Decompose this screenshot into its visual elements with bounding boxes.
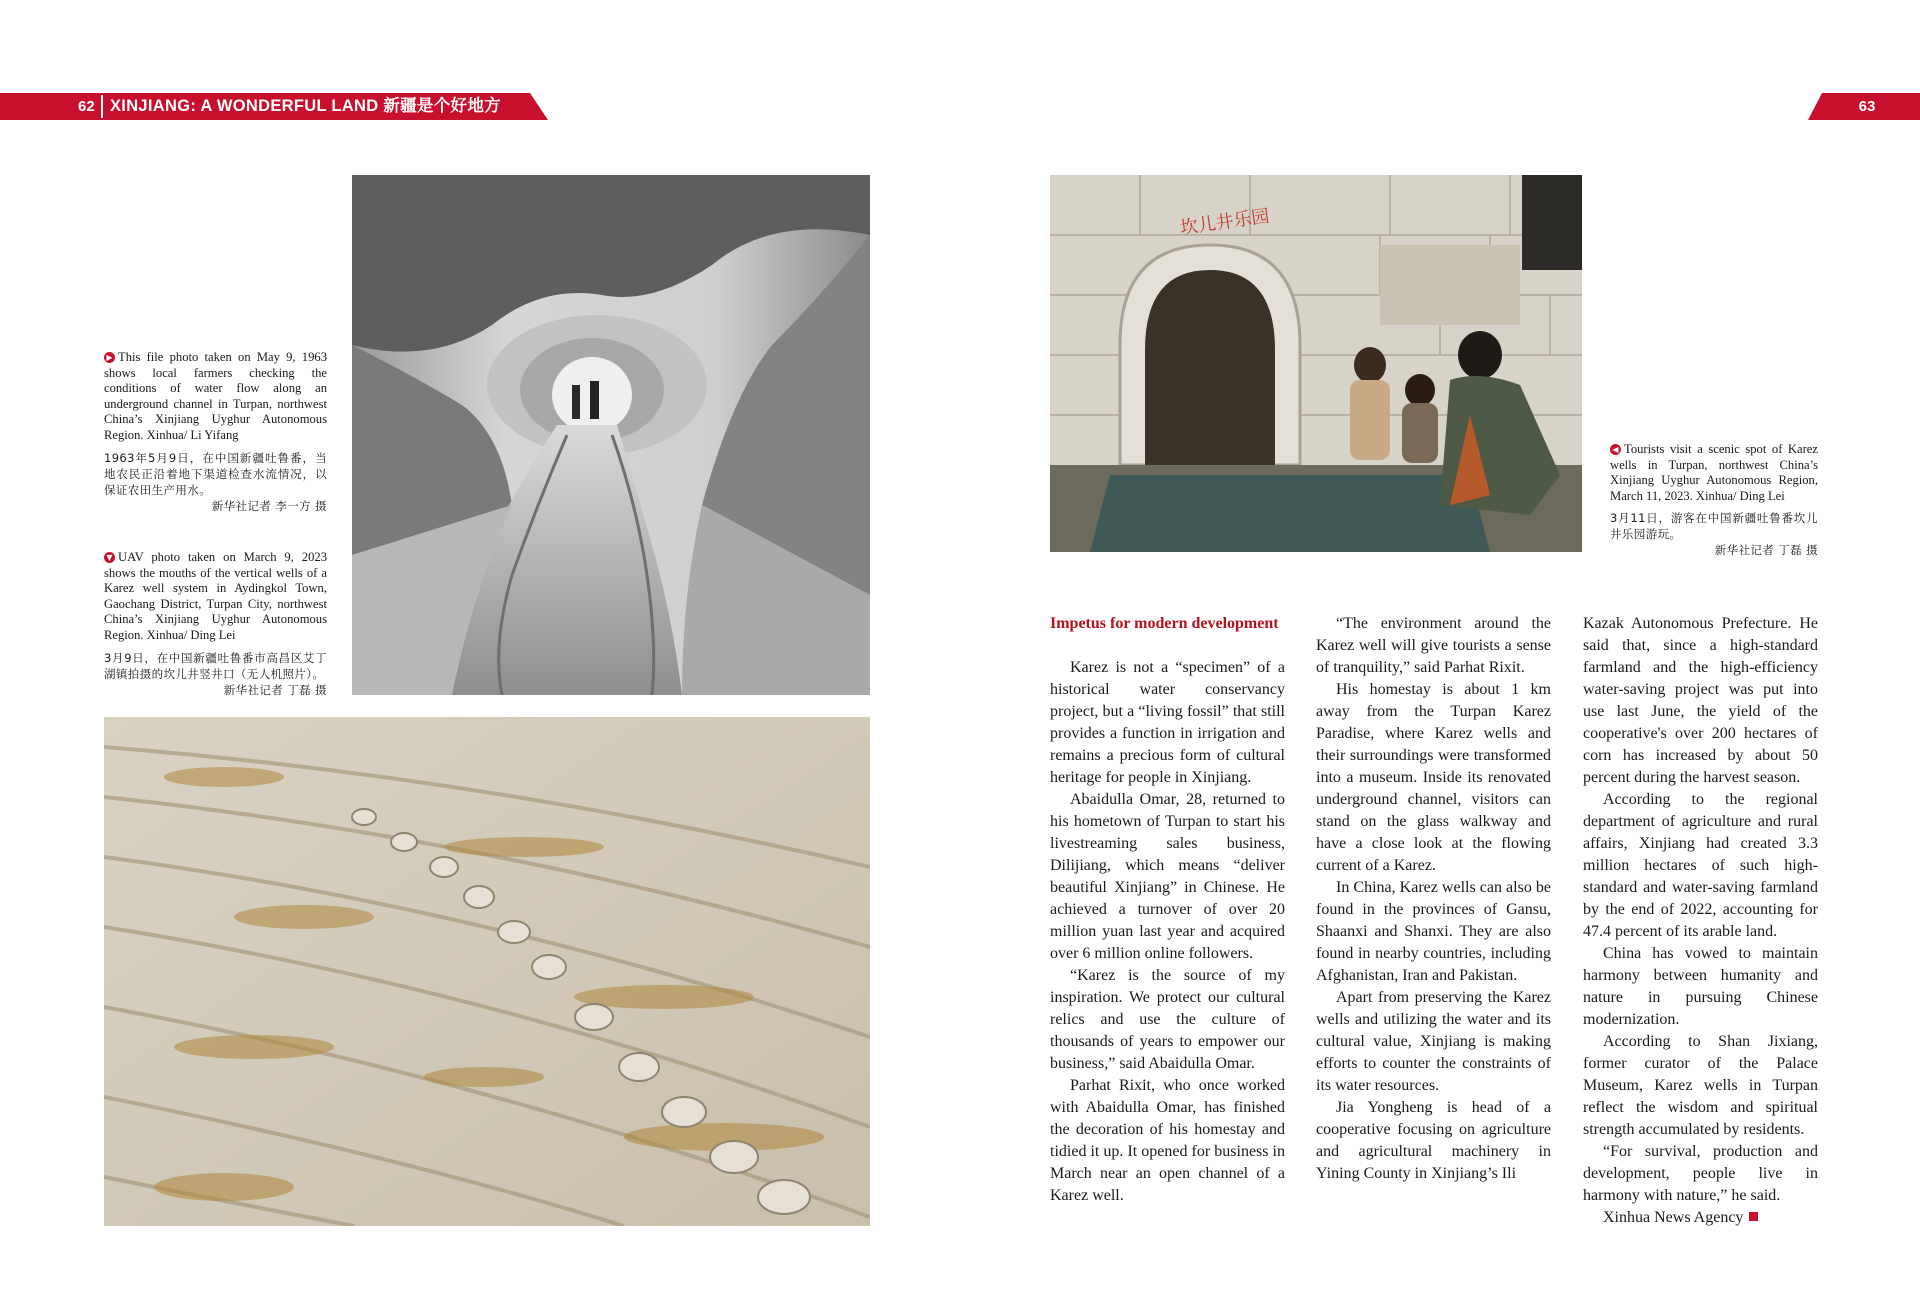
arrow-bullet-icon: ▶ [104,352,115,363]
article-paragraph: “Karez is the source of my inspiration. We protect our cultural relics and use the culture of thousands of years to empower our business,” said Abaidulla Omar. [1050,967,1285,1072]
article-column-3 [1583,613,1818,1229]
caption-credit: 新华社记者 丁磊 摄 [223,682,327,697]
page-number-left: 62 [78,98,95,115]
article-paragraph: Kazak Autonomous Prefecture. He said that, since a high-standard farmland and the high-efficiency water-saving project was put into use last June, the yield of the cooperative's over 200 hectares of corn has increased by about 50 percent during the harvest season. [1583,615,1818,786]
agency-credit: Xinhua News Agency [1603,1209,1744,1226]
caption-cn: 3月11日，游客在中国新疆吐鲁番坎儿井乐园游玩。 [1610,511,1818,542]
article-paragraph: Jia Yongheng is head of a cooperative focusing on agriculture and agricultural machinery in Yining County in Xinjiang’s Ili [1316,1099,1551,1182]
article-column-2 [1316,613,1551,1185]
caption-cn: 3月9日，在中国新疆吐鲁番市高昌区艾丁湖镇拍摄的坎儿井竖井口（无人机照片）。 [104,650,327,681]
sign-text: 坎儿井乐园 [1178,205,1271,240]
article-paragraph: His homestay is about 1 km away from the Turpan Karez Paradise, where Karez wells and their surroundings were transformed into a museum. Inside its renovated underground channel, visitors can stand on the glass walkway and have a close look at the flowing current of a Karez. [1316,681,1551,874]
tourists-photo [1050,175,1582,552]
article-paragraph: According to Shan Jixiang, former curator of the Palace Museum, Karez wells in Turpan reflect the wisdom and spiritual strength accumulated by residents. [1583,1033,1818,1138]
article-column-1 [1050,613,1285,1207]
article-paragraph: Parhat Rixit, who once worked with Abaidulla Omar, has finished the decoration of his homestay and tidied it up. It opened for business in March near an open channel of a Karez well. [1050,1077,1285,1204]
aerial-photo [104,717,870,1226]
caption-cn: 1963年5月9日，在中国新疆吐鲁番，当地农民正沿着地下渠道检查水流情况，以保证农田生产用水。 [104,450,327,497]
article-paragraph: “For survival, production and development, people live in harmony with nature,” he said. [1583,1143,1818,1204]
caption-en: This file photo taken on May 9, 1963 shows local farmers checking the conditions of water flow along an underground channel in Turpan, northwest China’s Xinjiang Uyghur Autonomous Region. Xinhua/ Li Yifang [104,350,327,442]
tourists-karez-photo-icon [1050,175,1582,552]
caption-en: Tourists visit a scenic spot of Karez wells in Turpan, northwest China’s Xinjiang Uyghur Autonomous Region, March 11, 2023. Xinhua/ Ding Lei [1610,442,1818,503]
caption-tourists-photo [1610,442,1818,558]
article-paragraph: Abaidulla Omar, 28, returned to his hometown of Turpan to start his livestreaming sales business, Dilijiang, which means “deliver beautiful Xinjiang” in Chinese. He achieved a turnover of over 20 million yuan last year and acquired over 6 million online followers. [1050,791,1285,962]
tunnel-photo [352,175,870,695]
article-paragraph: In China, Karez wells can also be found in the provinces of Gansu, Shaanxi and Shanxi. They are also found in nearby countries, including Afghanistan, Iran and Pakistan. [1316,879,1551,984]
article-paragraph: Karez is not a “specimen” of a historical water conservancy project, but a “living fossil” that still provides a function in irrigation and remains a precious form of cultural heritage for people in Xinjiang. [1050,659,1285,786]
right-page-header [1808,93,1920,120]
article-signoff [1583,1207,1818,1229]
black-white-tunnel-photo-icon [352,175,870,695]
end-mark-icon [1749,1212,1758,1221]
aerial-karez-wells-photo-icon [104,717,870,1226]
article-paragraph: “The environment around the Karez well will give tourists a sense of tranquility,” said Parhat Rixit. [1316,615,1551,676]
magazine-section-title: XINJIANG: A WONDERFUL LAND 新疆是个好地方 [110,97,501,115]
article-subhead: Impetus for modern development [1050,615,1279,632]
caption-credit: 新华社记者 丁磊 摄 [1714,543,1818,558]
arrow-down-bullet-icon: ▼ [104,552,115,563]
article-paragraph: China has vowed to maintain harmony between humanity and nature in pursuing Chinese modernization. [1583,945,1818,1028]
article-paragraph: According to the regional department of agriculture and rural affairs, Xinjiang had created 3.3 million hectares of such high-standard and water-saving farmland by the end of 2022, accounting for 47.4 percent of its arable land. [1583,791,1818,940]
arrow-left-bullet-icon: ◀ [1610,444,1621,455]
caption-en: UAV photo taken on March 9, 2023 shows the mouths of the vertical wells of a Karez well system in Aydingkol Town, Gaochang District, Turpan City, northwest China’s Xinjiang Uyghur Autonomous Region. Xinhua/ Ding Lei [104,550,327,642]
caption-credit: 新华社记者 李一方 摄 [211,498,327,513]
caption-aerial-photo [104,550,327,698]
article-paragraph: Apart from preserving the Karez wells and utilizing the water and its cultural value, Xinjiang is making efforts to counter the constraints of its water resources. [1316,989,1551,1094]
caption-tunnel-photo [104,350,327,514]
left-page-header [0,93,548,120]
page-number-right: 63 [1858,98,1876,115]
